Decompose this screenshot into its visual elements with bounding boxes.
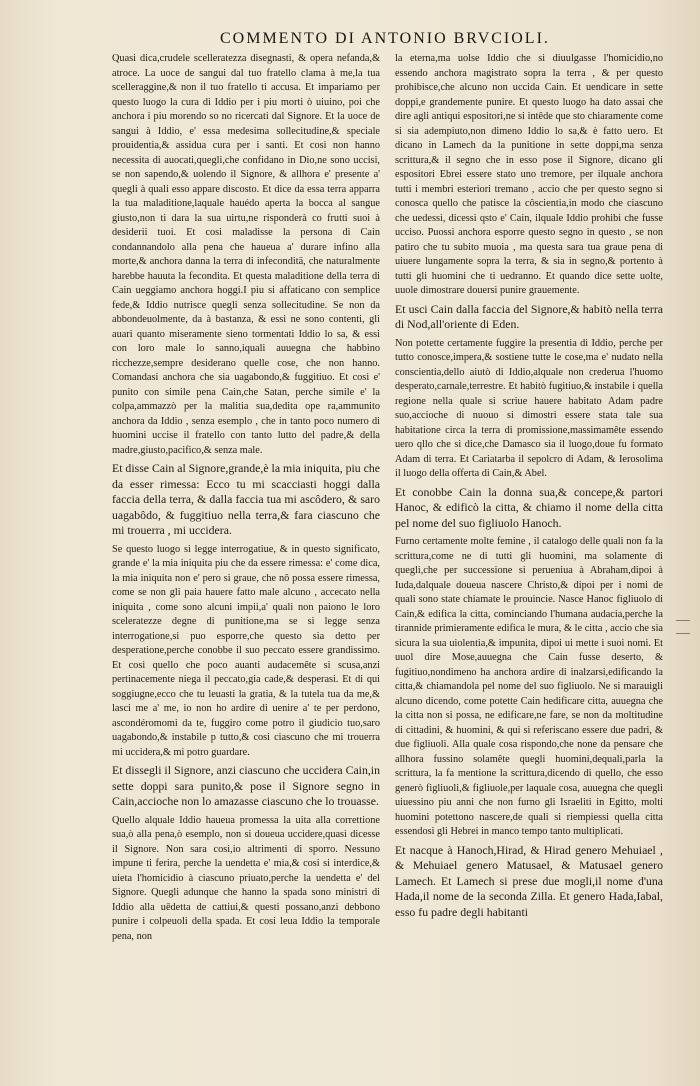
scripture-lemma: Et dissegli il Signore, anzi ciascuno che uccidera Cain,in sette doppi sara punito,& pose il Signore segno in Cain,accioche non lo amazasse ciascuno che lo trouasse. (112, 763, 380, 808)
right-column (395, 52, 663, 1052)
scripture-lemma: Et usci Cain dalla faccia del Signore,& habitò nella terra di Nod,all'oriente di Eden. (395, 301, 663, 331)
commentary-paragraph: Se questo luogo si legge interrogatiue, & in questo significato, grande e' la mia iniquita piu che da essere rimessa: e' come dica, la mia iniquita non e' pero si graue, che nô possa essere rimessa, come se non gli paia hauere fatto male alcuno , accecato nella iniquita , come sono alcuni impii,a' quali non paiono le loro sceleratezze degne di punitione,ma se si legge senza interrogatione,si puo esporre,che questo sia detto per desperatione,perche conobbe il suo peccato essere grandissimo. Et cosi quello che poco auanti audacemête si scusa,anzi pertinacemente niega il peccato,gia cade,& desperasi. Et di qui soggiugne,ecco che tu leuasti la gratia, & la tutela tua da me,& lasci me a' me, io non ho ardire di uenire a' te per perdono, ascondéromomi da te, fuggiro come potro il giudicio tuo,saro uagabondo,& instabile p tutto,& cosi ciascuno che mi trouerra mi uccidera,& mi potro guardare. (112, 543, 380, 758)
scripture-lemma: Et nacque à Hanoch,Hirad, & Hirad genero Mehuiael , & Mehuiael genero Matusael, & Matusael genero Lamech. Et Lamech si prese due mogli,il nome d'una Hada,il nome de la seconda Zilla. Et genero Hada,Iabal, esso fu padre degli habitanti (395, 842, 663, 919)
running-head: COMMENTO DI ANTONIO BRVCIOLI. (220, 30, 550, 47)
commentary-paragraph: Quasi dica,crudele scelleratezza disegnasti, & opera nefanda,& atroce. La uoce de sangui dal tuo fratello clama à me,la tua scelleraggine,& non il tuo fratello ti accusa. Et impariamo per questo luogo la cura di Iddio per i piu morti ò uiuino, poi che anchora i piu morendo so no ricercati dal Signore. Et la uoce de sangui à Iddio, e' essa medesima sollecitudine,& speciale prouidentia,& assidua cura per i santi. Et cosi non hanno necessita di auocati,quegli,che confidano in Dio,ne sono uccisi, se non sapendo,& uolendo il Signore, & allhora e' presente a' quegli à quali esso appare discosto. Et dice da essa terra apparra la tua maladitione,laquale hauédo aperta la bocca al sangue giusto,non ti dara la sua uirtu,ne risponderà co frutti suoi à desiderii tuoi. Et cosi maladisse la persona di Cain condannandolo alla pena che haueua a' durare infino alla morte,& anchora danna la terra di infeconditä, che naturalmente harebbe hauuta la fecondita. Et questa maladitione della terra di Cain ueggiamo anchora hoggi.I piu si affaticano con semplice fede,& Iddio nutrisce quegli senza sollecitudine. Se non da abbondeuolmente, da à bastanza, & essi ne sono contenti, gli auari quanto miseramente sieno tormentati Iddio lo sa, & essi con loro male lo sanno,iquali auuegna che habbino ricchezze,sempre desiderano quelle cose, che non hanno. Comandasi anchora che sia uagabondo,& fuggitiuo. Et cosi e' punito con simile pena Cain,che Satan, perche simile e' la colpa,ammazzò per la malitia sua,dedita ope ra,ammunito anchora da Iddio , senza esemplo , che in tanto poco numero di huomini uccise il fratello con tanto lutto del padre,& della madre,giusto,pacifico,& senza male. (112, 53, 380, 456)
commentary-paragraph: Furno certamente molte femine , il catalogo delle quali non fa la scrittura,come ne di tutti gli huomini, ma solamente di quegli,che per successione si perueniua à Abraham,dipoi à Iuda,dalquale doueua nascere Christo,& dipoi per i nomi de quali sono state chiamate le prouincie. Nasce Hanoc figliuolo di Cain,& edifica la citta, cominciando l'humana audacia,perche la tirannide primieramente edifica le mura, & le citta , accio che sia sicura la sua uiolentia,& impunita, dipoi ui mette i suoi nomi. Et uuol dire Mose,auuegna che Cain fusse deserto, & fugitiuo,nondimeno ha anchora ardire di inalzarsi,edificando la citta,& chiamandola pel nome del suo figliuolo. Ne si marauigli alcuno dicendo, come potette Cain hedificare citta, auuegna che la citta non si possa, ne edificare,ne fare, se non da moltitudine di cittadini, & huomini, & qui si referiscano essere due padri, & due figliuoli. Alla quale cosa rispondo,che none da pensare che allhora fussino solamête quegli huomini,dequali,parla la scrittura, la fa mentione la scrittura,dicendo di quello, che esso generò figliuoli,& figliuole,per laquale cosa, auuegna che quegli uiuessino piu anni che non furno gli Israeliti in Egitto, molti huomini potettono nascere,de quali si riempiessi quella citta essendosi gli Hebrei in manco tempo tanto multiplicati. (395, 536, 663, 837)
commentary-paragraph: la eterna,ma uolse Iddio che si diuulgasse l'homicidio,no essendo anchora magistrato sopra la terra , & per questo prohibisce,che alcuno non uccida Cain. Et uendicare in sette doppi,e grandemente punire. Et questo luogo ha dato assai che dire agli antiqui espositori,ne si intêde que sto chiaramente come si sia adempiuto,non dimeno Iddio lo sa,& è fatto uero. Et dicano in Lamech da la punitione in sette doppi,ma senza scrittura,& il segno che in esso pose il Signore, dicano gli espositori Ebrei essere stato uno tremore, per ilquale anchora tutti i membri esteriori tremano , accio che per questo segno si conosca quello che patisce la côscientia,in modo che ciascuno che uedessi, dicessi qsto e' Cain, ilquale Iddio prohibi che fusse ucciso. Puossi anchora esporre questo segno in questo , se non patiro che tu subito muoia , ma questa sara tua graue pena di uiuere lungamente sopra la terra, & sia in segno,& portento à tutti gli huomini che ti uedranno. Et quando dice sette uolte, uuole dimostrare douersi punire grauemente. (395, 53, 663, 296)
left-column (112, 52, 380, 1032)
scripture-lemma: Et disse Cain al Signore,grande,è la mia iniquita, piu che da esser rimessa: Ecco tu mi scacciasti hoggi dalla faccia della terra, & dalla faccia tua mi ascôdero, & saro uagabôdo, & fuggitiuo nella terra,& fara ciascuno che mi trouerra , mi uccidera. (112, 461, 380, 537)
margin-ornament (676, 620, 690, 634)
commentary-paragraph: Non potette certamente fuggire la presentia di Iddio, perche per tutto conosce,impera,& sostiene tutte le cose,ma e' nudato nella conscientia,dello aiutò di Iddio,alquale non crederua l'huomo desperato,carnale,terrestre. Et habitò fugitiuo,& instabile i quella regione nella quale si scriue hauere habitato Adam padre suo,accioche di nuouo si dimostri essere stata tale sua habitatione circa la terra di promissione,massimamête essendo uero qllo che si dice,che Damasco sia il luogo,doue fu formato Adam di terra. Et Cariatarba il sepolcro di Adam, & Ierosolima il luogo della offerta di Cain,& Abel. (395, 337, 663, 479)
scripture-lemma: Et conobbe Cain la donna sua,& concepe,& partori Hanoc, & edificò la citta, & chiamo il nome della citta pel nome del suo figliuolo Hanoch. (395, 484, 663, 530)
commentary-paragraph: Quello alquale Iddio haueua promessa la uita alla correttione sua,ò alla pena,ò esemplo, non si doueua uccidere,quasi dicesse il Signore. Non sara cosi,io altrimenti di sporro. Nessuno impune ti ferira, perche la uendetta e' mia,& cosi si interdice,& uieta l'homicidio à ciascuno priuato,perche la uendetta e' del Signore. Quegli adunque che hanno la spada sono ministri di Iddio alla uēdetta de cattiui,& questi possano,anzi debbono punire i colpeuoli della spada. Et cosi leua Iddio la temporale pena, non (112, 814, 380, 942)
